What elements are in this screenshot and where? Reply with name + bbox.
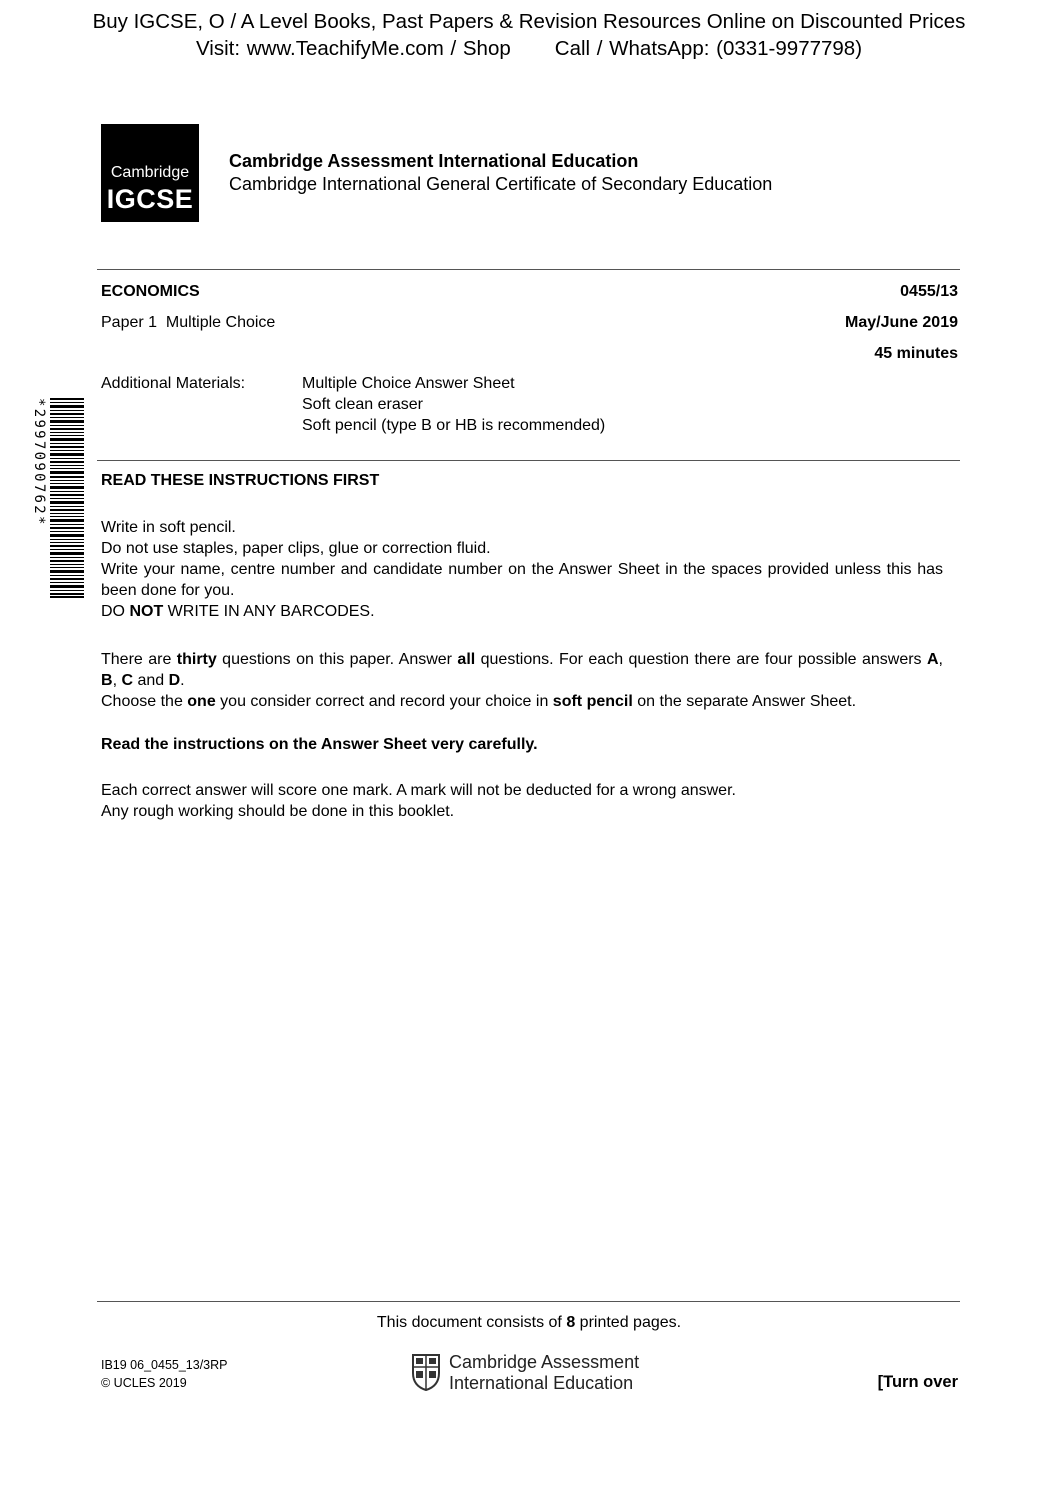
instruction-emphasis: soft pencil [552,693,633,710]
paper-title: Paper 1 Multiple Choice [101,314,276,331]
promo-visit-link[interactable]: Visit: www.TeachifyMe.com / Shop [195,37,511,60]
page-count-number: 8 [566,1314,576,1331]
instruction-emphasis: one [187,693,216,710]
materials-item: Soft clean eraser [302,396,423,413]
subject-title: ECONOMICS [101,283,200,300]
footer-org-line2: International Education [449,1373,634,1393]
qualification-name: Cambridge International General Certificate of Secondary Education [229,174,773,194]
instruction-text: , [938,651,943,668]
divider-middle [97,460,960,461]
copyright-notice: © UCLES 2019 [101,1376,187,1390]
materials-label: Additional Materials: [101,375,246,392]
instruction-line: Write in soft pencil. [101,519,236,536]
instruction-emphasis: A [926,651,939,668]
instruction-text: WRITE IN ANY BARCODES. [163,603,375,620]
cambridge-igcse-logo [101,124,199,222]
paper-reference: IB19 06_0455_13/3RP [101,1358,228,1372]
instruction-text: , [112,672,122,689]
read-carefully-note: Read the instructions on the Answer Sheet very carefully. [101,736,538,753]
promo-banner-line1: Buy IGCSE, O / A Level Books, Past Papers & Revision Resources Online on Discounted Prices [92,10,966,33]
instruction-line: Each correct answer will score one mark. A mark will not be deducted for a wrong answer. [101,782,736,799]
instructions-block-1 [101,517,943,622]
materials-item: Soft pencil (type B or HB is recommended) [302,417,606,434]
paper-code: 0455/13 [900,283,958,300]
organisation-name: Cambridge Assessment International Education [229,151,639,171]
instruction-line: Do not use staples, paper clips, glue or correction fluid. [101,540,491,557]
barcode-digits: *2997090762* [31,398,47,527]
instruction-text: Choose the [101,693,188,710]
instruction-text: questions. For each question there are four possible answers [475,651,927,668]
exam-duration: 45 minutes [874,345,958,362]
instruction-text: on the separate Answer Sheet. [632,693,857,710]
divider-top [97,269,960,270]
logo-top-text: Cambridge [110,164,190,181]
instruction-emphasis: all [457,651,476,668]
page-count-text: This document consists of [376,1314,567,1331]
promo-call-text: Call / WhatsApp: (0331-9977798) [554,37,863,60]
page-count-note [0,1314,1058,1332]
materials-item: Multiple Choice Answer Sheet [302,375,515,392]
instruction-text: questions on this paper. Answer [216,651,458,668]
instruction-emphasis: NOT [129,603,164,620]
instruction-line: Any rough working should be done in this booklet. [101,803,455,820]
instruction-paragraph [101,691,943,712]
instruction-emphasis: B [101,672,113,689]
instructions-block-2 [101,649,943,712]
instructions-block-3 [101,780,943,822]
instruction-text: There are [101,651,177,668]
turn-over-label: [Turn over [877,1373,958,1391]
instruction-emphasis: thirty [176,651,217,668]
instruction-line: Write your name, centre number and candidate number on the Answer Sheet in the spaces provided unless this has been done for you. [101,561,943,599]
instruction-line [101,601,943,622]
instruction-text: DO [101,603,130,620]
divider-bottom [97,1301,960,1302]
materials-list [302,373,605,436]
logo-bottom-text: IGCSE [106,184,194,214]
instruction-emphasis: C [121,672,134,689]
instruction-text: . [180,672,185,689]
page-count-text: printed pages. [575,1314,682,1331]
barcode-graphic [50,398,84,598]
cambridge-shield-icon [411,1353,441,1391]
instructions-heading: READ THESE INSTRUCTIONS FIRST [101,472,380,489]
instruction-paragraph [101,649,943,691]
footer-org-line1: Cambridge Assessment [449,1352,640,1372]
instruction-text: you consider correct and record your choice in [215,693,553,710]
promo-banner-line2 [0,36,1058,62]
instruction-emphasis: D [168,672,181,689]
exam-session: May/June 2019 [845,314,958,331]
instruction-text: and [133,672,169,689]
